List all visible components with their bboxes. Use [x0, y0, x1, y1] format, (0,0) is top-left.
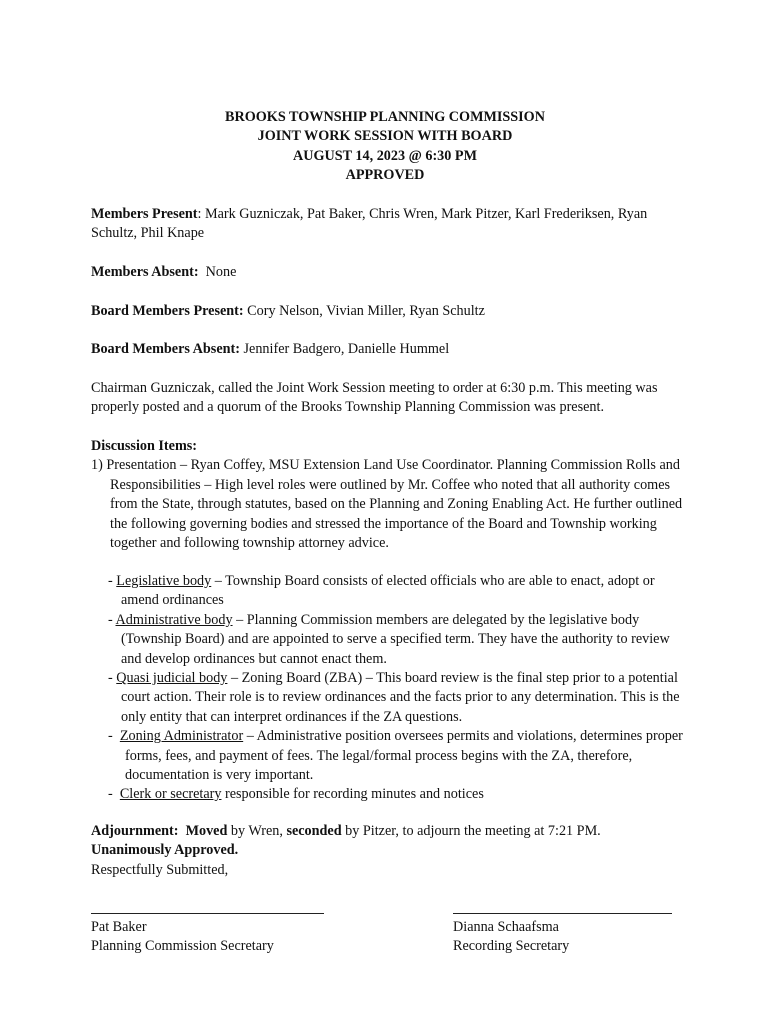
definition-clerk [108, 785, 686, 804]
header-title: BROOKS TOWNSHIP PLANNING COMMISSION [225, 109, 545, 125]
header-date: AUGUST 14, 2023 @ 6:30 PM [293, 147, 477, 164]
board-present-label: Board Members Present: [91, 303, 244, 319]
members-present-text: : Mark Guzniczak, Pat Baker, Chris Wren, Mark Pitzer, Karl Frederiksen, Ryan Schultz, Phil Knape [91, 206, 648, 242]
members-absent-text: None [198, 264, 237, 280]
board-present-text: Cory Nelson, Vivian Miller, Ryan Schultz [243, 303, 485, 319]
definition-term: Legislative body [116, 573, 212, 589]
definition-zoning-administrator [108, 727, 686, 785]
discussion-section [91, 437, 691, 553]
members-present [91, 205, 691, 244]
seconded-by-text: by Pitzer, to adjourn the meeting at 7:21 PM. [341, 823, 601, 839]
signature-block-right [453, 918, 569, 957]
definition-term: Zoning Administrator [119, 728, 244, 745]
board-members-absent [91, 340, 691, 359]
signer-title: Recording Secretary [453, 938, 570, 955]
board-absent-label: Board Members Absent: [91, 341, 240, 357]
definition-quasi-judicial [108, 669, 686, 727]
header-status: APPROVED [345, 167, 425, 184]
moved-by-text: by Wren, [227, 823, 287, 839]
members-absent-label: Members Absent: [91, 264, 199, 280]
definition-legislative [108, 572, 686, 611]
definition-term: Clerk or secretary [119, 786, 222, 803]
signer-title: Planning Commission Secretary [91, 938, 274, 955]
definition-text: – Planning Commission members are delegated by the legislative body (Township Board) and are appointed to serve a specified term. They have the authority to review and develop ordinances but cannot enact them. [121, 611, 670, 667]
bullet-dash: - [108, 573, 117, 589]
header-subtitle: JOINT WORK SESSION WITH BOARD [257, 128, 513, 145]
adjournment-label: Adjournment: [91, 823, 179, 839]
definition-text: – Township Board consists of elected officials who are able to enact, adopt or amend ordinances [121, 573, 655, 609]
bullet-dash: - [108, 670, 117, 687]
definition-text: responsible for recording minutes and notices [221, 786, 484, 803]
definition-text: – Zoning Board (ZBA) – This board review is the final step prior to a potential court action. Their role is to review ordinances and the facts prior to any determination. This is the only entity that can interpret ordinances if the ZA questions. [121, 670, 680, 725]
bullet-dash: - [108, 728, 120, 745]
adjournment-motion [91, 822, 691, 841]
discussion-item-1: 1) Presentation – Ryan Coffey, MSU Extension Land Use Coordinator. Planning Commission Rolls and Responsibilities – High level roles were outlined by Mr. Coffee who noted that all authority comes from the State, through statutes, based on the Planning and Zoning Enabling Act. He further outlined the following governing bodies and stressed the importance of the Board and Township working together and following township attorney advice. [91, 457, 683, 552]
governing-bodies-list [108, 572, 686, 805]
definition-term: Administrative body [115, 611, 233, 628]
signer-name: Dianna Schaafsma [453, 919, 559, 935]
approval-status: Unanimously Approved. [91, 842, 239, 859]
adjournment-section [91, 822, 691, 880]
members-present-label: Members Present [91, 206, 198, 222]
signer-name: Pat Baker [91, 919, 147, 935]
definition-term: Quasi judicial body [116, 670, 228, 687]
bullet-dash: - [108, 611, 116, 628]
signature-line-left [91, 913, 324, 914]
moved-label: Moved [185, 823, 228, 839]
respectfully-submitted: Respectfully Submitted, [91, 861, 229, 878]
members-absent [91, 263, 691, 282]
document-header [0, 108, 770, 186]
seconded-label: seconded [286, 823, 342, 839]
signature-line-right [453, 913, 672, 914]
definition-administrative [108, 611, 686, 669]
signature-block-left [91, 918, 274, 957]
bullet-dash: - [108, 786, 120, 803]
call-to-order-paragraph: Chairman Guzniczak, called the Joint Work Session meeting to order at 6:30 p.m. This meeting was properly posted and a quorum of the Brooks Township Planning Commission was present. [91, 380, 658, 416]
definition-text: – Administrative position oversees permits and violations, determines proper forms, fees, and payment of fees. The legal/formal process begins with the ZA, therefore, documentation is very important. [125, 728, 683, 784]
discussion-heading: Discussion Items: [91, 438, 198, 454]
board-absent-text: Jennifer Badgero, Danielle Hummel [239, 341, 450, 357]
board-members-present [91, 302, 691, 321]
